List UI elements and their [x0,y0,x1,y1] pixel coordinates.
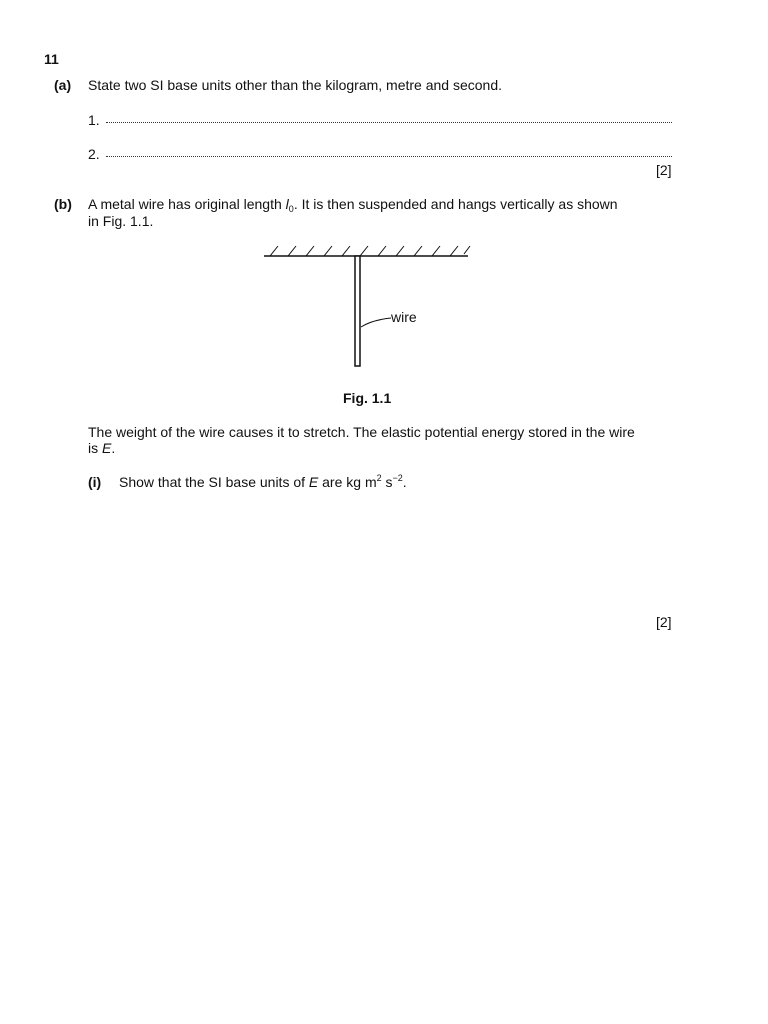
ceiling-hatching [270,246,470,256]
part-b-question-line-1 [88,196,618,212]
part-b-text-after: . It is then suspended and hangs vertically as shown [293,196,618,212]
answer-line-1[interactable] [106,122,672,123]
wire-label-leader [361,318,391,327]
working-space[interactable] [88,500,678,600]
length-symbol: l [285,196,289,212]
part-a-question-text: State two SI base units other than the kilogram, metre and second. [88,77,503,93]
sub-i-end: . [402,474,407,490]
part-a-marks: [2] [656,162,672,178]
answer-line-1-label: 1. [88,112,100,128]
part-b-text-before: A metal wire has original length [88,196,286,212]
question-number: 11 [44,51,59,67]
length-subscript: 0 [288,204,294,214]
answer-line-2[interactable] [106,156,672,157]
answer-line-2-label: 2. [88,146,100,162]
sub-i-symbol: E [308,474,319,490]
sub-i-exp2: −2 [392,473,403,483]
sub-i-unit-s: s [381,474,393,490]
energy-symbol: E [102,440,112,456]
paragraph-line-2 [88,440,115,456]
sub-i-exp1: 2 [376,473,382,483]
sub-part-i-marks: [2] [656,614,672,630]
sub-part-i-text [119,474,407,490]
paragraph-prefix: is [88,440,102,456]
wire-shape [355,256,360,366]
figure-wire-diagram [260,240,480,370]
paragraph-suffix: . [111,440,116,456]
part-b-label: (b) [54,196,72,212]
sub-i-prefix: Show that the SI base units of [119,474,309,490]
figure-caption: Fig. 1.1 [343,390,392,406]
sub-i-middle: are kg m [318,474,377,490]
sub-part-i-label: (i) [88,474,102,490]
part-a-label: (a) [54,77,72,93]
wire-label: wire [391,309,417,325]
part-b-question-line-2: in Fig. 1.1. [88,213,154,229]
paragraph-line-1: The weight of the wire causes it to stretch. The elastic potential energy stored in the wire [88,424,635,440]
